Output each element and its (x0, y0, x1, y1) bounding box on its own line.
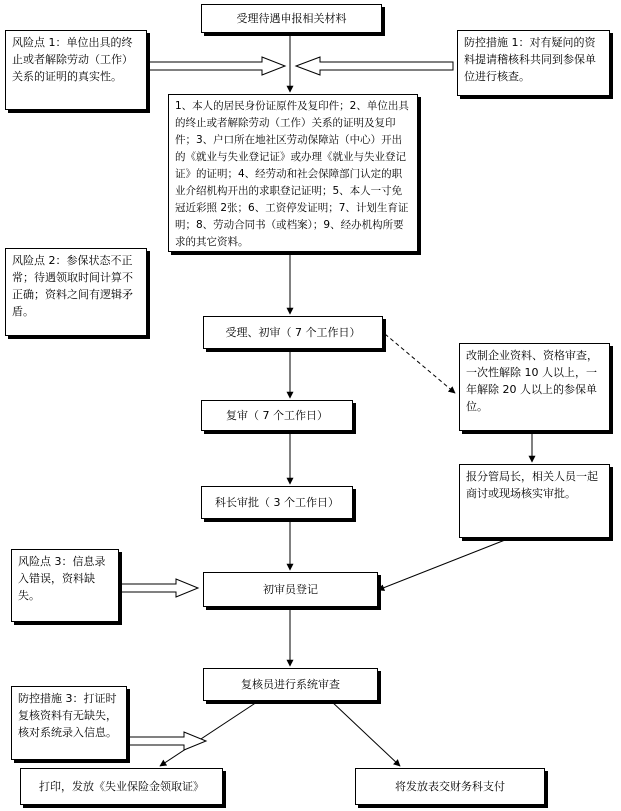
arrow-accept-to-special-check (385, 334, 455, 393)
node-register (203, 572, 378, 607)
node-print-label: 打印，发放《失业保险金领取证》 (39, 780, 204, 793)
note-risk-1 (5, 30, 147, 110)
node-finance (355, 768, 545, 805)
note-risk-2-text: 风险点 2：参保状态不正常；待遇领取时间计算不正确；资料之间有逻辑矛盾。 (12, 254, 133, 318)
arrow-director-to-register (378, 540, 505, 590)
node-system-check (203, 668, 378, 701)
note-measure-3 (11, 686, 127, 760)
node-special-check (459, 343, 610, 431)
node-print (20, 768, 223, 805)
node-chief (201, 486, 353, 519)
node-accept (203, 316, 383, 349)
hollow-arrow-measure3 (128, 732, 206, 750)
node-start-label: 受理待遇申报相关材料 (236, 12, 347, 25)
node-director-text: 报分管局长，相关人员一起商讨或现场核实审批。 (466, 470, 598, 500)
arrow-system-check-to-print (160, 700, 260, 766)
note-measure-1 (457, 30, 610, 96)
note-measure-3-text: 防控措施 3：打证时复核资料有无缺失，核对系统录入信息。 (18, 692, 117, 739)
note-risk-3-text: 风险点 3：信息录入错误，资料缺失。 (18, 555, 106, 602)
node-accept-label: 受理、初审（ 7 个工作日） (225, 326, 361, 339)
note-risk-1-text: 风险点 1：单位出具的终止或者解除劳动（工作）关系的证明的真实性。 (12, 36, 133, 83)
arrow-system-check-to-finance (330, 700, 400, 766)
node-review-label: 复审（ 7 个工作日） (226, 409, 328, 422)
hollow-arrow-risk3 (120, 579, 198, 597)
node-materials (168, 94, 418, 252)
node-materials-text: 1、本人的居民身份证原件及复印件；2、单位出具的终止或者解除劳动（工作）关系的证明及复印件；3、户口所在地社区劳动保障站（中心）开出的《就业与失业登记证》或办理《就业与失业登记证》的证明；4、经劳动和社会保障部门认定的职业介绍机构开出的求职登记证明；5、本人一寸免冠近彩照 2张；6、工资停发证明；7、计划生育证明；8、劳动合同书（或档案）；9、经办机构所要求的其它资料。 (175, 100, 409, 248)
node-finance-label: 将发放表交财务科支付 (395, 780, 505, 793)
node-chief-label: 科长审批（ 3 个工作日） (215, 496, 339, 509)
node-start (201, 4, 382, 33)
node-special-check-text: 改制企业资料、资格审查，一次性解除 10 人以上，一年解除 20 人以上的参保单位。 (466, 349, 598, 413)
note-risk-3 (11, 549, 119, 622)
hollow-arrow-measure1 (296, 57, 453, 75)
node-review (201, 400, 353, 431)
hollow-arrow-risk1 (148, 57, 285, 75)
node-register-label: 初审员登记 (263, 583, 318, 596)
note-measure-1-text: 防控措施 1：对有疑问的资料提请稽核科共同到参保单位进行核查。 (464, 36, 596, 83)
note-risk-2 (5, 248, 147, 336)
node-director (459, 464, 610, 538)
node-system-check-label: 复核员进行系统审查 (241, 678, 340, 691)
